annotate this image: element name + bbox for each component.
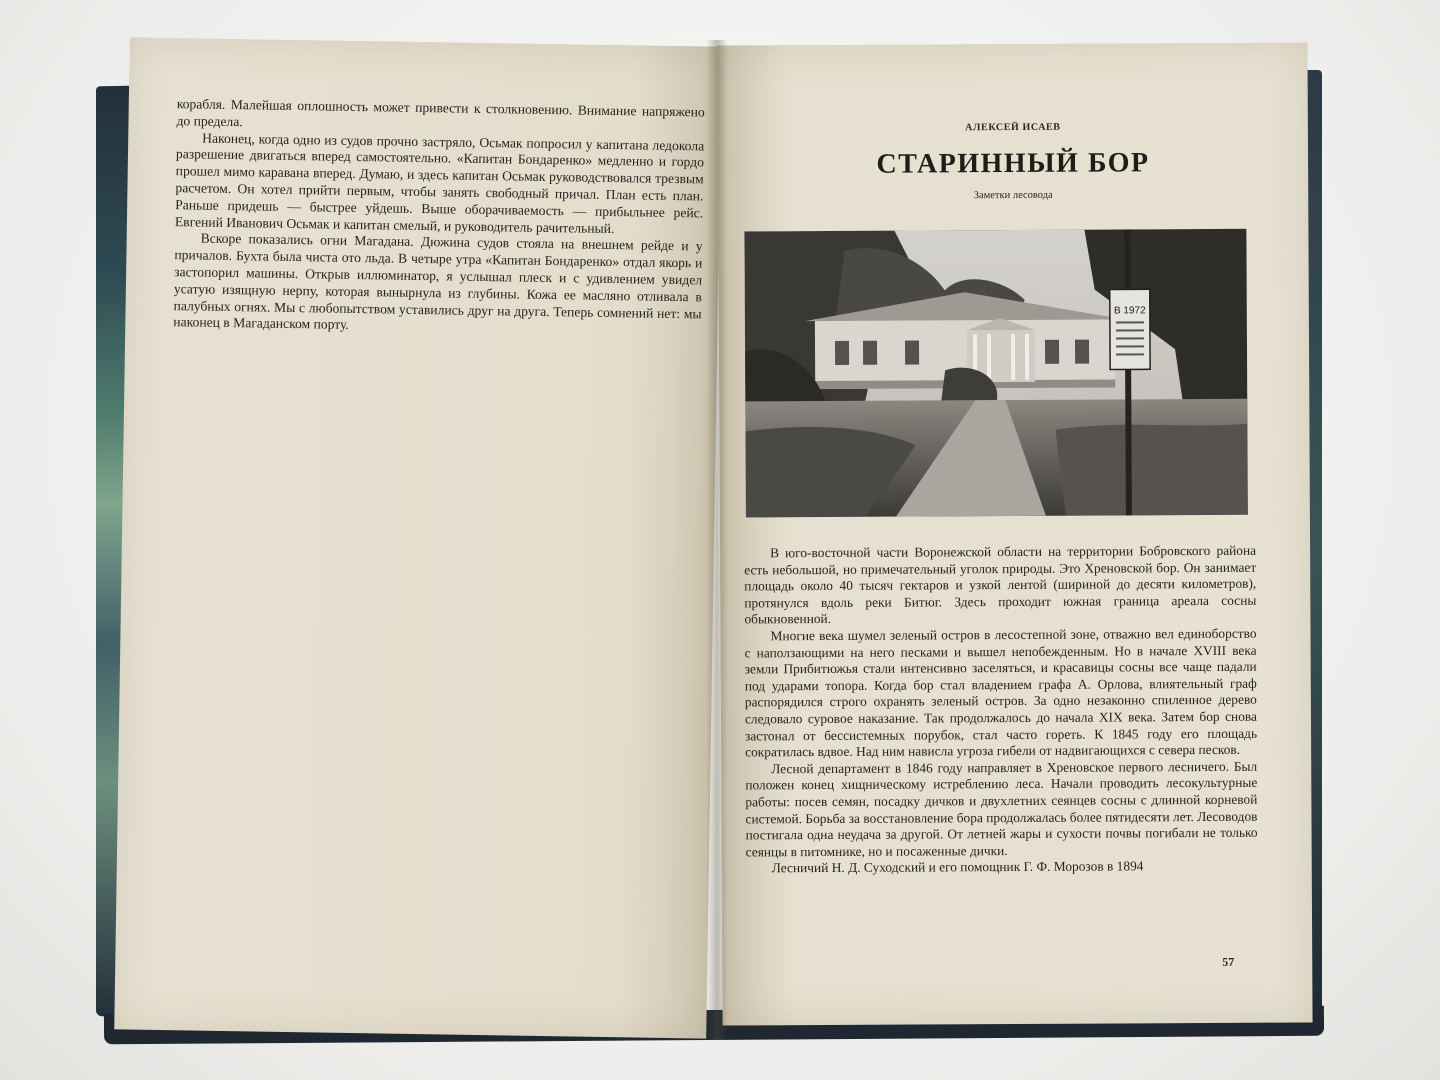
- left-page: [114, 37, 722, 1038]
- article-author: АЛЕКСЕЙ ИСАЕВ: [965, 121, 1061, 134]
- right-paragraph: Лесничий Н. Д. Суходский и его помощник Г. Ф. Морозов в 1894: [771, 858, 1144, 876]
- right-page: [717, 42, 1312, 1025]
- left-paragraph: Вскоре показались огни Магадана. Дюжина судов стояла на внешнем рейде и у причалов. Бухта была чиста ото льда. В четыре утра «Капитан Бондаренко» отдал якорь и застопорил машины. Открыв иллюминатор, я услышал плеск и с удивлением увидел усатую изящную нерпу, которая вынырнула из глубины. Кожа ее масляно отливала в палубных огнях. Мы с любопытством уставились друг на друга. Теперь сомнений нет: мы наконец в Магаданском порту.: [173, 230, 703, 333]
- left-paragraph: Наконец, когда одно из судов прочно застряло, Осьмак попросил у капитана ледокола разрешение двигаться вперед самостоятельно. «Капитан Бондаренко» медленно и гордо прошел мимо каравана вперед. Думаю, и здесь капитан Осьмак руководствовался трезвым расчетом. Он хотел прийти первым, чтобы занять свободный причал. План есть план. Раньше придешь — быстрее уйдешь. Выше оборачиваемость — прибыльнее рейс. Евгений Иванович Осьмак и капитан смелый, и руководитель рачительный.: [174, 130, 705, 236]
- article-subtitle: Заметки лесовода: [973, 189, 1053, 202]
- left-page-text: [173, 96, 705, 339]
- right-paragraph: В юго-восточной части Воронежской области на территории Бобровского района есть небольшой, но примечательный уголок природы. Это Хреновской бор. Он занимает площадь около 40 тысяч гектаров и узкой лентой (шириной до десяти километров), протянулся вдоль реки Битюг. Здесь проходит южная граница ареала сосны обыкновенной.: [744, 542, 1257, 627]
- estate-photograph: [744, 229, 1247, 518]
- poster-text: В 1972: [1113, 305, 1146, 317]
- article-title: СТАРИННЫЙ БОР: [876, 147, 1150, 180]
- book-gutter: [706, 40, 728, 1040]
- estate-photograph-image: [744, 229, 1247, 518]
- right-paragraph: Многие века шумел зеленый остров в лесостепной зоне, отважно вел единоборство с наползающими на него песками и вышел непобежденным. Но в начале XVIII века земли Прибитюжья стали интенсивно заселяться, и красавицы сосны все чаще падали под ударами топора. Когда бор стал владением графа А. Орлова, влиятельный граф распорядился строго охранять зеленый остров. За одно незаконно спиленное дерево следовало суровое наказание. Так продолжалось до начала XIX века. Затем бор снова застонал от бессистемных порубок, стал часто гореть. К 1845 году его площадь сократилась вдвое. Над ним нависла угроза гибели от надвигающихся с севера песков.: [744, 625, 1258, 760]
- right-page-text: [744, 543, 1258, 878]
- right-paragraph: Лесной департамент в 1846 году направляет в Хреновское первого лесничего. Был положен конец хищническому истреблению леса. Начали проводить лесокультурные работы: посев семян, посадку дичков и двухлетних сеянцев сосны с длинной корневой системой. Борьба за восстановление бора продолжалась более пятидесяти лет. Лесоводов постигала одна неудача за другой. От летней жары и сухости почвы погибали не только сеянцы в питомнике, но и посаженные дички.: [745, 758, 1258, 860]
- left-paragraph: корабля. Малейшая оплошность может привести к столкновению. Внимание напряжено до предела.: [176, 96, 705, 129]
- page-number: 57: [1222, 954, 1235, 969]
